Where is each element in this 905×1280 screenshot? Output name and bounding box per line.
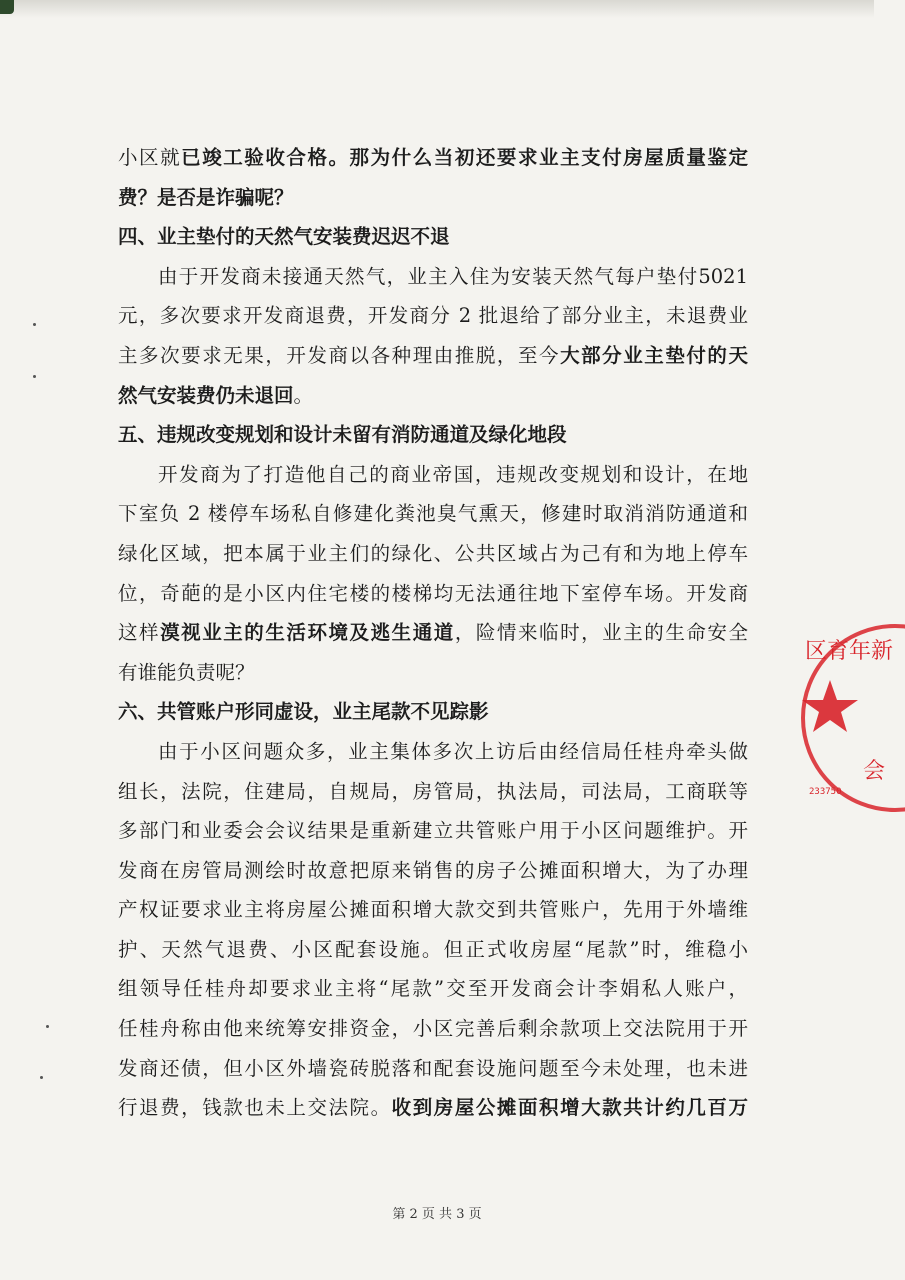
scan-speck xyxy=(40,1076,43,1079)
paragraph-line: 这样漠视业主的生活环境及逃生通道，险情来临时，业主的生命安全 xyxy=(118,621,748,645)
paragraph-line: 发商在房管局测绘时故意把原来销售的房子公摊面积增大，为了办理 xyxy=(118,858,748,882)
document-body xyxy=(118,138,748,1128)
paragraph-line: 小区就已竣工验收合格。那为什么当初还要求业主支付房屋质量鉴定 xyxy=(118,146,748,169)
seal-fragment: 会 xyxy=(863,759,886,784)
paragraph-line: 由于小区问题众多，业主集体多次上访后由经信局任桂舟牵头做 xyxy=(158,739,748,763)
page-footer: 第 2 页 共 3 页 xyxy=(392,1207,482,1222)
seal-text: 区育年新 xyxy=(805,639,894,664)
paragraph-line: 费？是否是诈骗呢？ xyxy=(118,185,294,209)
section-heading-5: 五、违规改变规划和设计未留有消防通道及绿化地段 xyxy=(118,423,567,447)
paragraph-line: 然气安装费仍未退回。 xyxy=(118,383,314,407)
page-top-edge xyxy=(0,0,874,18)
paragraph-line: 有谁能负责呢？ xyxy=(118,660,255,684)
paragraph-line: 开发商为了打造他自己的商业帝国，违规改变规划和设计，在地 xyxy=(158,462,748,486)
paragraph-line: 行退费，钱款也未上交法院。收到房屋公摊面积增大款共计约几百万 xyxy=(118,1096,748,1120)
official-seal xyxy=(795,618,905,818)
paragraph-line: 下室负 2 楼停车场私自修建化粪池臭气熏天，修建时取消消防通道和 xyxy=(118,502,748,526)
corner-mark xyxy=(0,0,14,14)
paragraph-line: 产权证要求业主将房屋公摊面积增大款交到共管账户，先用于外墙维 xyxy=(118,898,748,922)
paragraph-line: 主多次要求无果，开发商以各种理由推脱，至今大部分业主垫付的天 xyxy=(118,343,748,367)
paragraph-line: 发商还债，但小区外墙瓷砖脱落和配套设施问题至今未处理，也未进 xyxy=(118,1056,748,1080)
paragraph-line: 由于开发商未接通天然气，业主入住为安装天然气每户垫付5021 xyxy=(158,264,748,288)
scan-speck xyxy=(33,323,36,326)
paragraph-line: 多部门和业委会会议结果是重新建立共管账户用于小区问题维护。开 xyxy=(118,819,748,843)
seal-number: 233750 xyxy=(809,787,842,797)
scan-speck xyxy=(46,1025,49,1028)
paragraph-line: 任桂舟称由他来统筹安排资金，小区完善后剩余款项上交法院用于开 xyxy=(118,1017,748,1041)
paragraph-line: 护、天然气退费、小区配套设施。但正式收房屋“尾款”时，维稳小 xyxy=(118,937,748,961)
section-heading-4: 四、业主垫付的天然气安装费迟迟不退 xyxy=(118,225,450,249)
paragraph-line: 位，奇葩的是小区内住宅楼的楼梯均无法通往地下室停车场。开发商 xyxy=(118,581,748,605)
section-heading-6: 六、共管账户形同虚设，业主尾款不见踪影 xyxy=(118,700,489,724)
seal-graphic xyxy=(795,618,905,818)
star-icon xyxy=(802,680,858,732)
paragraph-line: 元，多次要求开发商退费，开发商分 2 批退给了部分业主，未退费业 xyxy=(118,304,748,328)
paragraph-line: 组领导任桂舟却要求业主将“尾款”交至开发商会计李娟私人账户， xyxy=(118,977,748,1001)
scan-speck xyxy=(33,375,36,378)
paragraph-line: 组长，法院，住建局，自规局，房管局，执法局，司法局，工商联等 xyxy=(118,779,748,803)
paragraph-line: 绿化区域，把本属于业主们的绿化、公共区域占为己有和为地上停车 xyxy=(118,541,748,565)
